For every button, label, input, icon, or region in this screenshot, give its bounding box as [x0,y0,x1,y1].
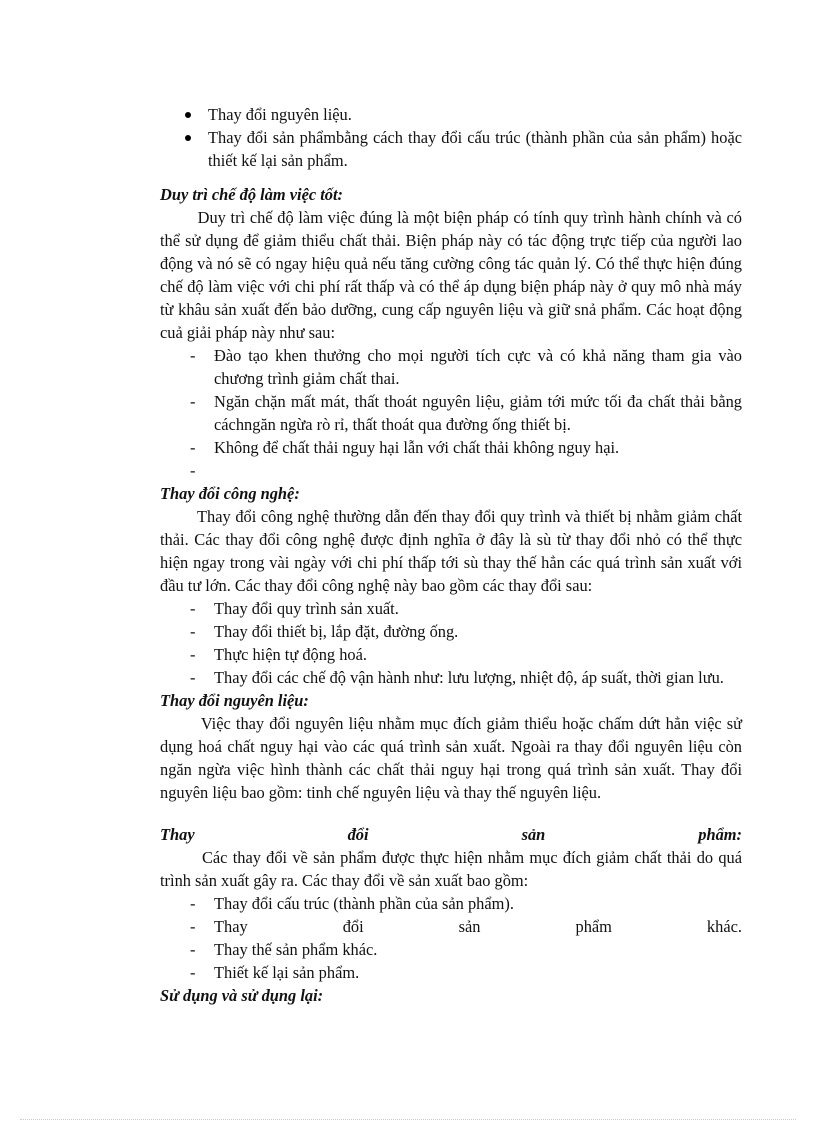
list-item: - Thiết kế lại sản phẩm. [190,963,360,982]
list-item: - Thay đổi thiết bị, lắp đặt, đường ống. [190,622,459,641]
list-item: - Thay đổi sản phẩm khác. [190,917,742,936]
dash-list [160,892,742,984]
list-item: - Đào tạo khen thưởng cho mọi người tích cực và có khả năng tham gia vào chương trình giảm chất thai. [190,346,742,388]
list-item: - Thay thế sản phẩm khác. [190,940,378,959]
dash-icon: - [190,940,196,959]
page-footer-divider [20,1119,796,1120]
paragraph: Duy trì chế độ làm việc đúng là một biện pháp có tính quy trình hành chính và có thể sử dụng để giảm thiểu chất thải. Biện pháp này có tác động trực tiếp của người lao động và nó sẽ có ngay hiệu quả nếu tăng cường công tác quản lý. Có thể thực hiện đúng chế độ làm việc với chi phí rất thấp và có thể áp dụng biện pháp này ở quy mô nhà máy từ khâu sản xuất đến bảo dưỡng, cung cấp nguyên liệu và giữ snả phẩm. Các hoạt động cuả giải pháp này như sau: [160,208,742,342]
document-body [160,103,742,1007]
list-item: - Ngăn chặn mất mát, thất thoát nguyên liệu, giảm tới mức tối đa chất thải bằng cáchngăn ngừa rò rỉ, thất thoát qua đường ống thiết bị. [190,392,742,434]
paragraph: Thay đổi công nghệ thường dẫn đến thay đổi quy trình và thiết bị nhằm giảm chất thải. Các thay đổi công nghệ được định nghĩa ở đây là sù từ thay đổi nhỏ có thể thực hiện ngay trong vài ngày với chi phí thấp tới sù thay thế hẳn các quá trình sản xuất với đầu tư lớn. Các thay đổi công nghệ này bao gồm các thay đổi sau: [160,507,742,595]
dash-icon: - [190,963,196,982]
bullet-icon [185,135,191,141]
list-item [160,459,742,482]
section-heading: Sử dụng và sử dụng lại: [160,986,324,1005]
bullet-list [160,103,742,172]
paragraph: Việc thay đổi nguyên liệu nhằm mục đích giảm thiểu hoặc chấm dứt hẳn việc sử dụng hoá chất nguy hại vào các quá trình sản xuất. Ngoài ra thay đổi nguyên liệu còn ngăn ngừa việc hình thành các chất thải nguy hại trong quá trình sản xuất. Thay đổi nguyên liệu bao gồm: tinh chế nguyên liệu và thay thế nguyên liệu. [160,714,743,802]
dash-icon: - [190,668,196,687]
dash-icon: - [190,392,196,411]
list-item: - Thay đổi quy trình sản xuất. [190,599,399,618]
dash-icon: - [190,461,196,480]
section-heading: Duy trì chế độ làm việc tốt: [160,185,343,204]
section-heading: Thay đổi nguyên liệu: [160,691,309,710]
dash-icon: - [190,438,196,457]
dash-list [160,597,742,689]
dash-icon: - [190,346,196,365]
bullet-icon [185,112,191,118]
section-heading: Thay đổi công nghệ: [160,484,300,503]
list-item: - Không để chất thải nguy hại lẫn với chất thải không nguy hại. [190,438,620,457]
dash-list [160,344,742,482]
list-item: - Thay đổi các chế độ vận hành như: lưu lượng, nhiệt độ, áp suất, thời gian lưu. [190,668,724,687]
dash-icon: - [190,622,196,641]
list-item: Thay đổi nguyên liệu. [160,103,742,126]
list-item: - Thực hiện tự động hoá. [190,645,367,664]
dash-icon: - [190,894,196,913]
dash-icon: - [190,645,196,664]
dash-icon: - [190,599,196,618]
list-item: Thay đổi sản phẩmbằng cách thay đổi cấu trúc (thành phần của sản phẩm) hoặc thiết kế lại sản phẩm. [160,126,742,172]
dash-icon: - [190,917,196,936]
paragraph: Các thay đổi về sản phẩm được thực hiện nhằm mục đích giảm chất thải do quá trình sản xuất gây ra. Các thay đổi về sản xuất bao gồm: [160,848,742,890]
list-item: - Thay đổi cấu trúc (thành phần của sản phẩm). [190,894,514,913]
section-heading: Thay đổi sản phẩm: [160,825,742,844]
